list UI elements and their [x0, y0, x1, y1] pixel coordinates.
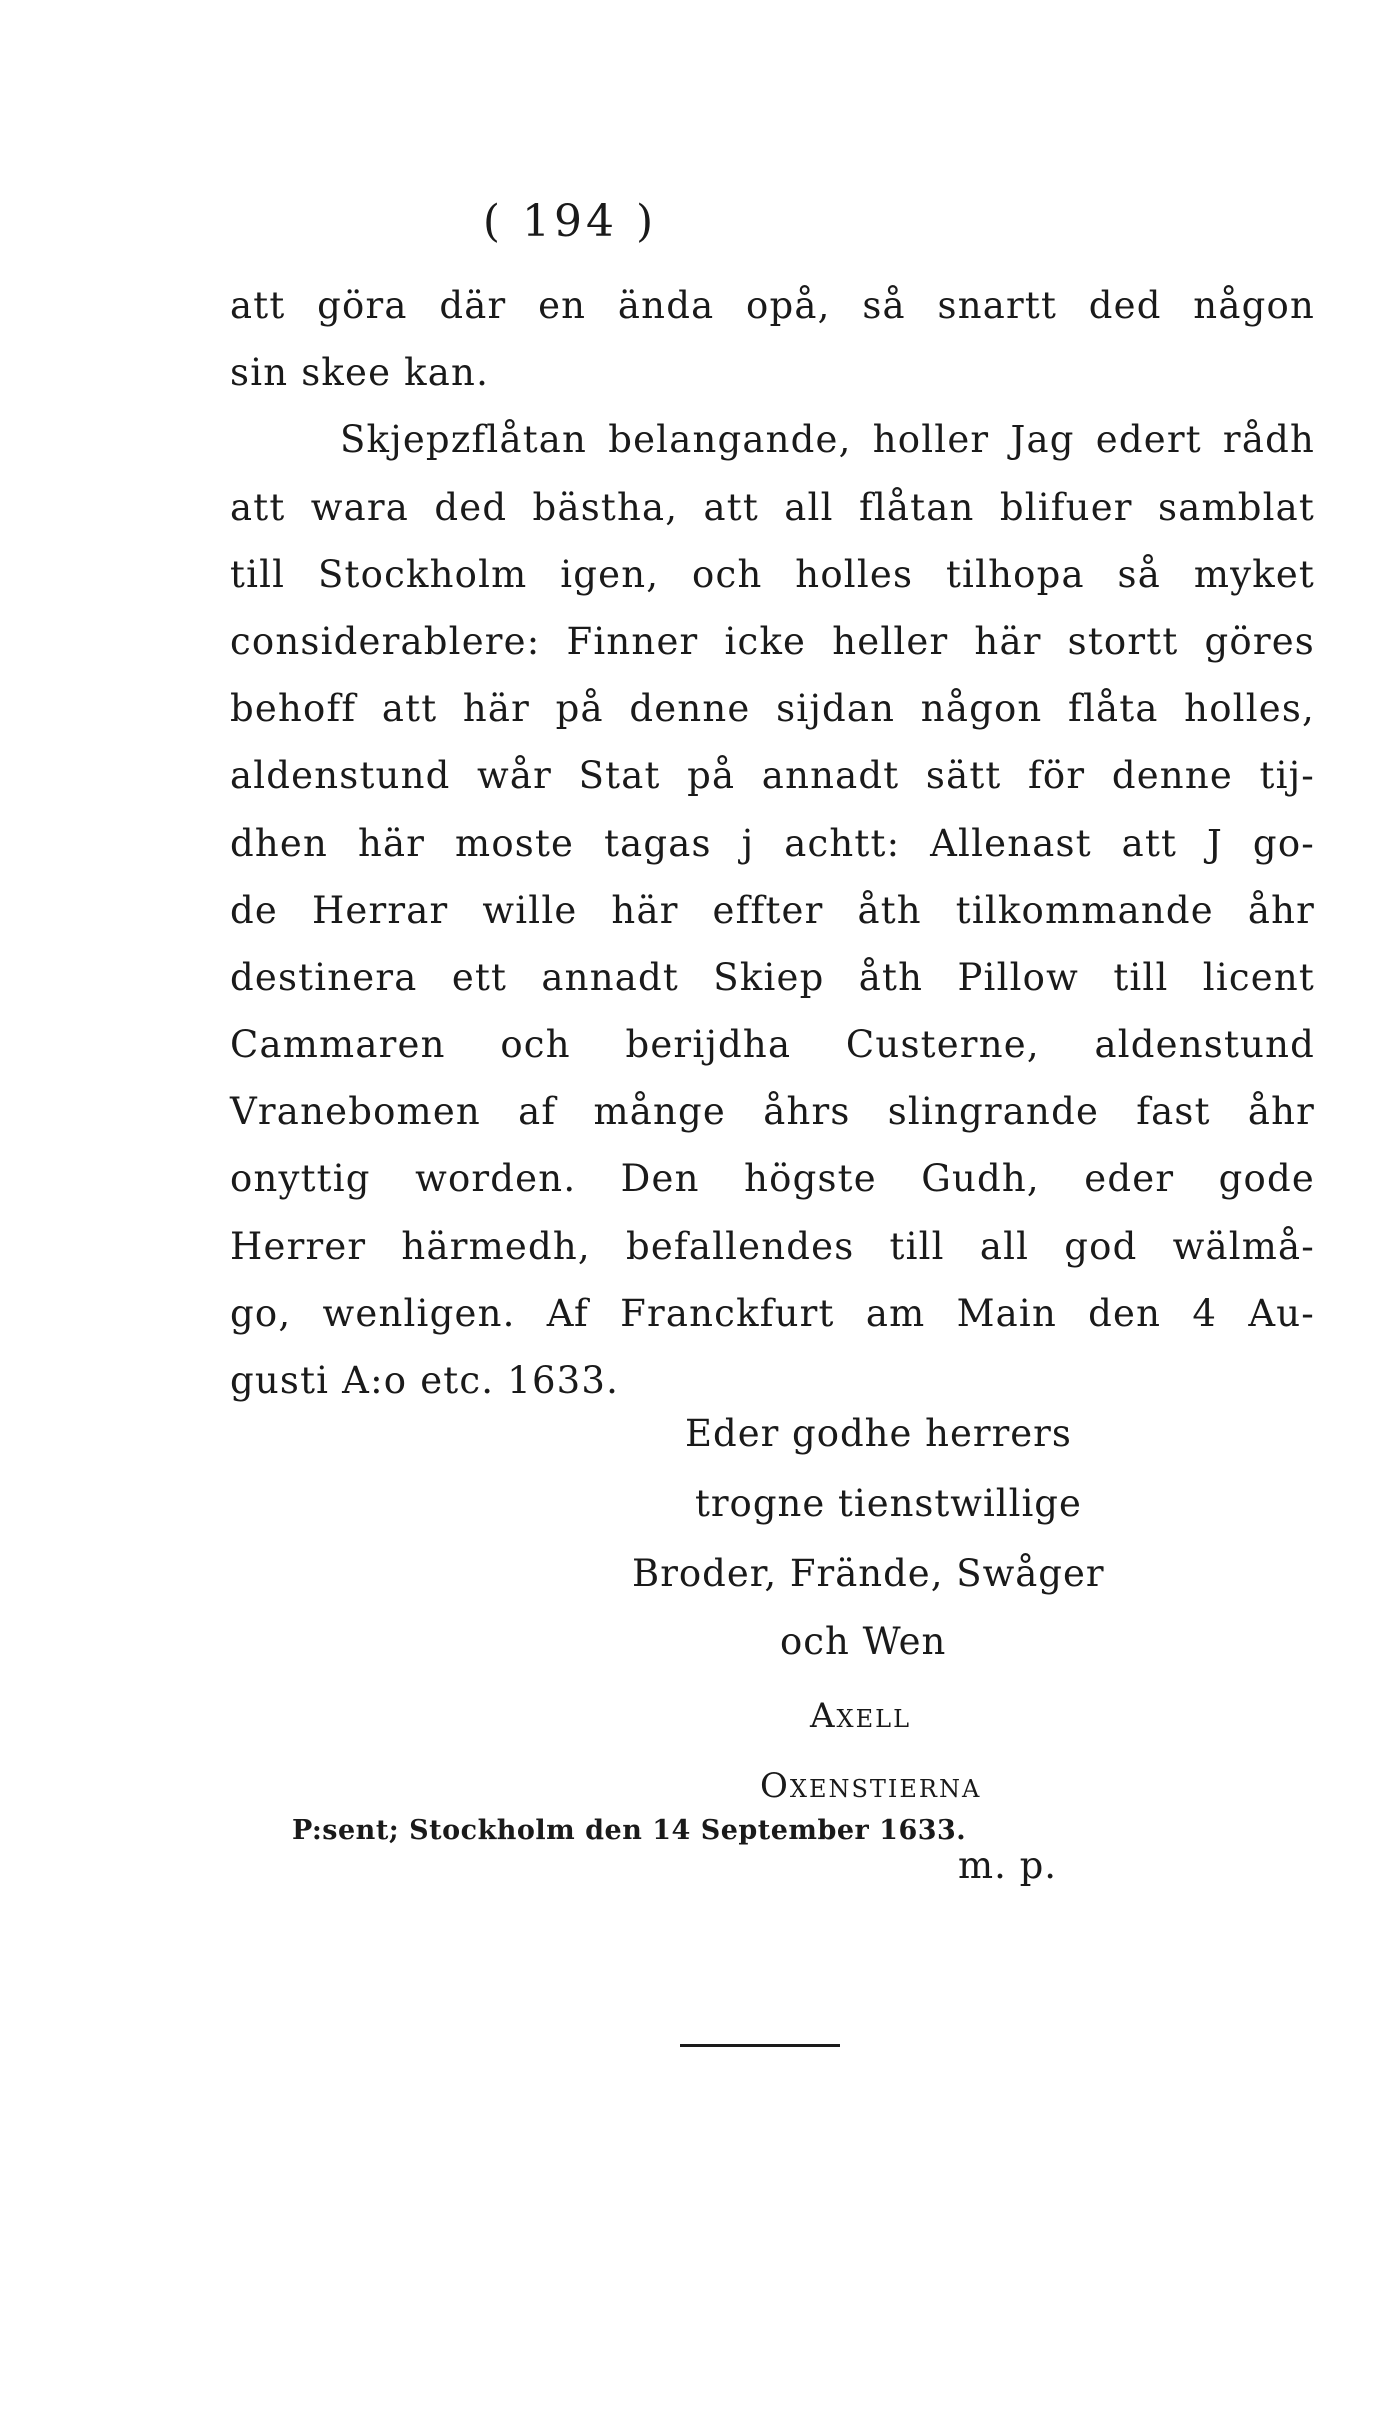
closing-salutation: och Wen: [780, 1620, 947, 1663]
signature-last-name: Oxenstierna: [760, 1766, 982, 1806]
text-line: Herrer härmedh, befallendes till all god wälmå-: [230, 1224, 1315, 1268]
text-line: att wara ded bästha, att all flåtan blifuer samblat: [230, 485, 1315, 529]
text-line: att göra där en ända opå, så snartt ded någon: [230, 284, 1315, 327]
text-line: behoff att här på denne sijdan någon flåta holles,: [230, 687, 1315, 731]
text-line: de Herrar wille här effter åth tilkommande åhr: [230, 888, 1315, 932]
footnote: P:sent; Stockholm den 14 September 1633.: [292, 1815, 967, 1846]
text-line: Skjepzflåtan belangande, holler Jag edert rådh: [340, 418, 1315, 462]
manu-propria: m. p.: [958, 1844, 1058, 1887]
text-line: Cammaren och berijdha Custerne, aldenstund: [230, 1023, 1315, 1067]
text-line: aldenstund wår Stat på annadt sätt för denne tij-: [230, 754, 1315, 798]
closing-salutation: trogne tienstwillige: [695, 1482, 1082, 1525]
text-line: gusti A:o etc. 1633.: [230, 1359, 620, 1402]
text-line: destinera ett annadt Skiep åth Pillow till licent: [230, 955, 1315, 999]
page-number: ( 194 ): [482, 196, 658, 247]
letter-body: [230, 272, 1315, 1414]
text-line: go, wenligen. Af Franckfurt am Main den 4 Au-: [230, 1291, 1315, 1335]
divider-rule: [680, 2044, 840, 2047]
text-line: till Stockholm igen, och holles tilhopa så myket: [230, 552, 1315, 596]
text-line: considerablere: Finner icke heller här stortt göres: [230, 619, 1315, 663]
text-line: dhen här moste tagas j achtt: Allenast att J go-: [230, 821, 1315, 865]
text-line: sin skee kan.: [230, 351, 490, 395]
signature-first-name: Axell: [810, 1696, 912, 1736]
text-line: Vranebomen af månge åhrs slingrande fast åhr: [230, 1090, 1315, 1134]
text-line: onyttig worden. Den högste Gudh, eder gode: [230, 1157, 1315, 1201]
closing-salutation: Broder, Frände, Swåger: [632, 1552, 1105, 1595]
closing-salutation: Eder godhe herrers: [685, 1412, 1072, 1455]
